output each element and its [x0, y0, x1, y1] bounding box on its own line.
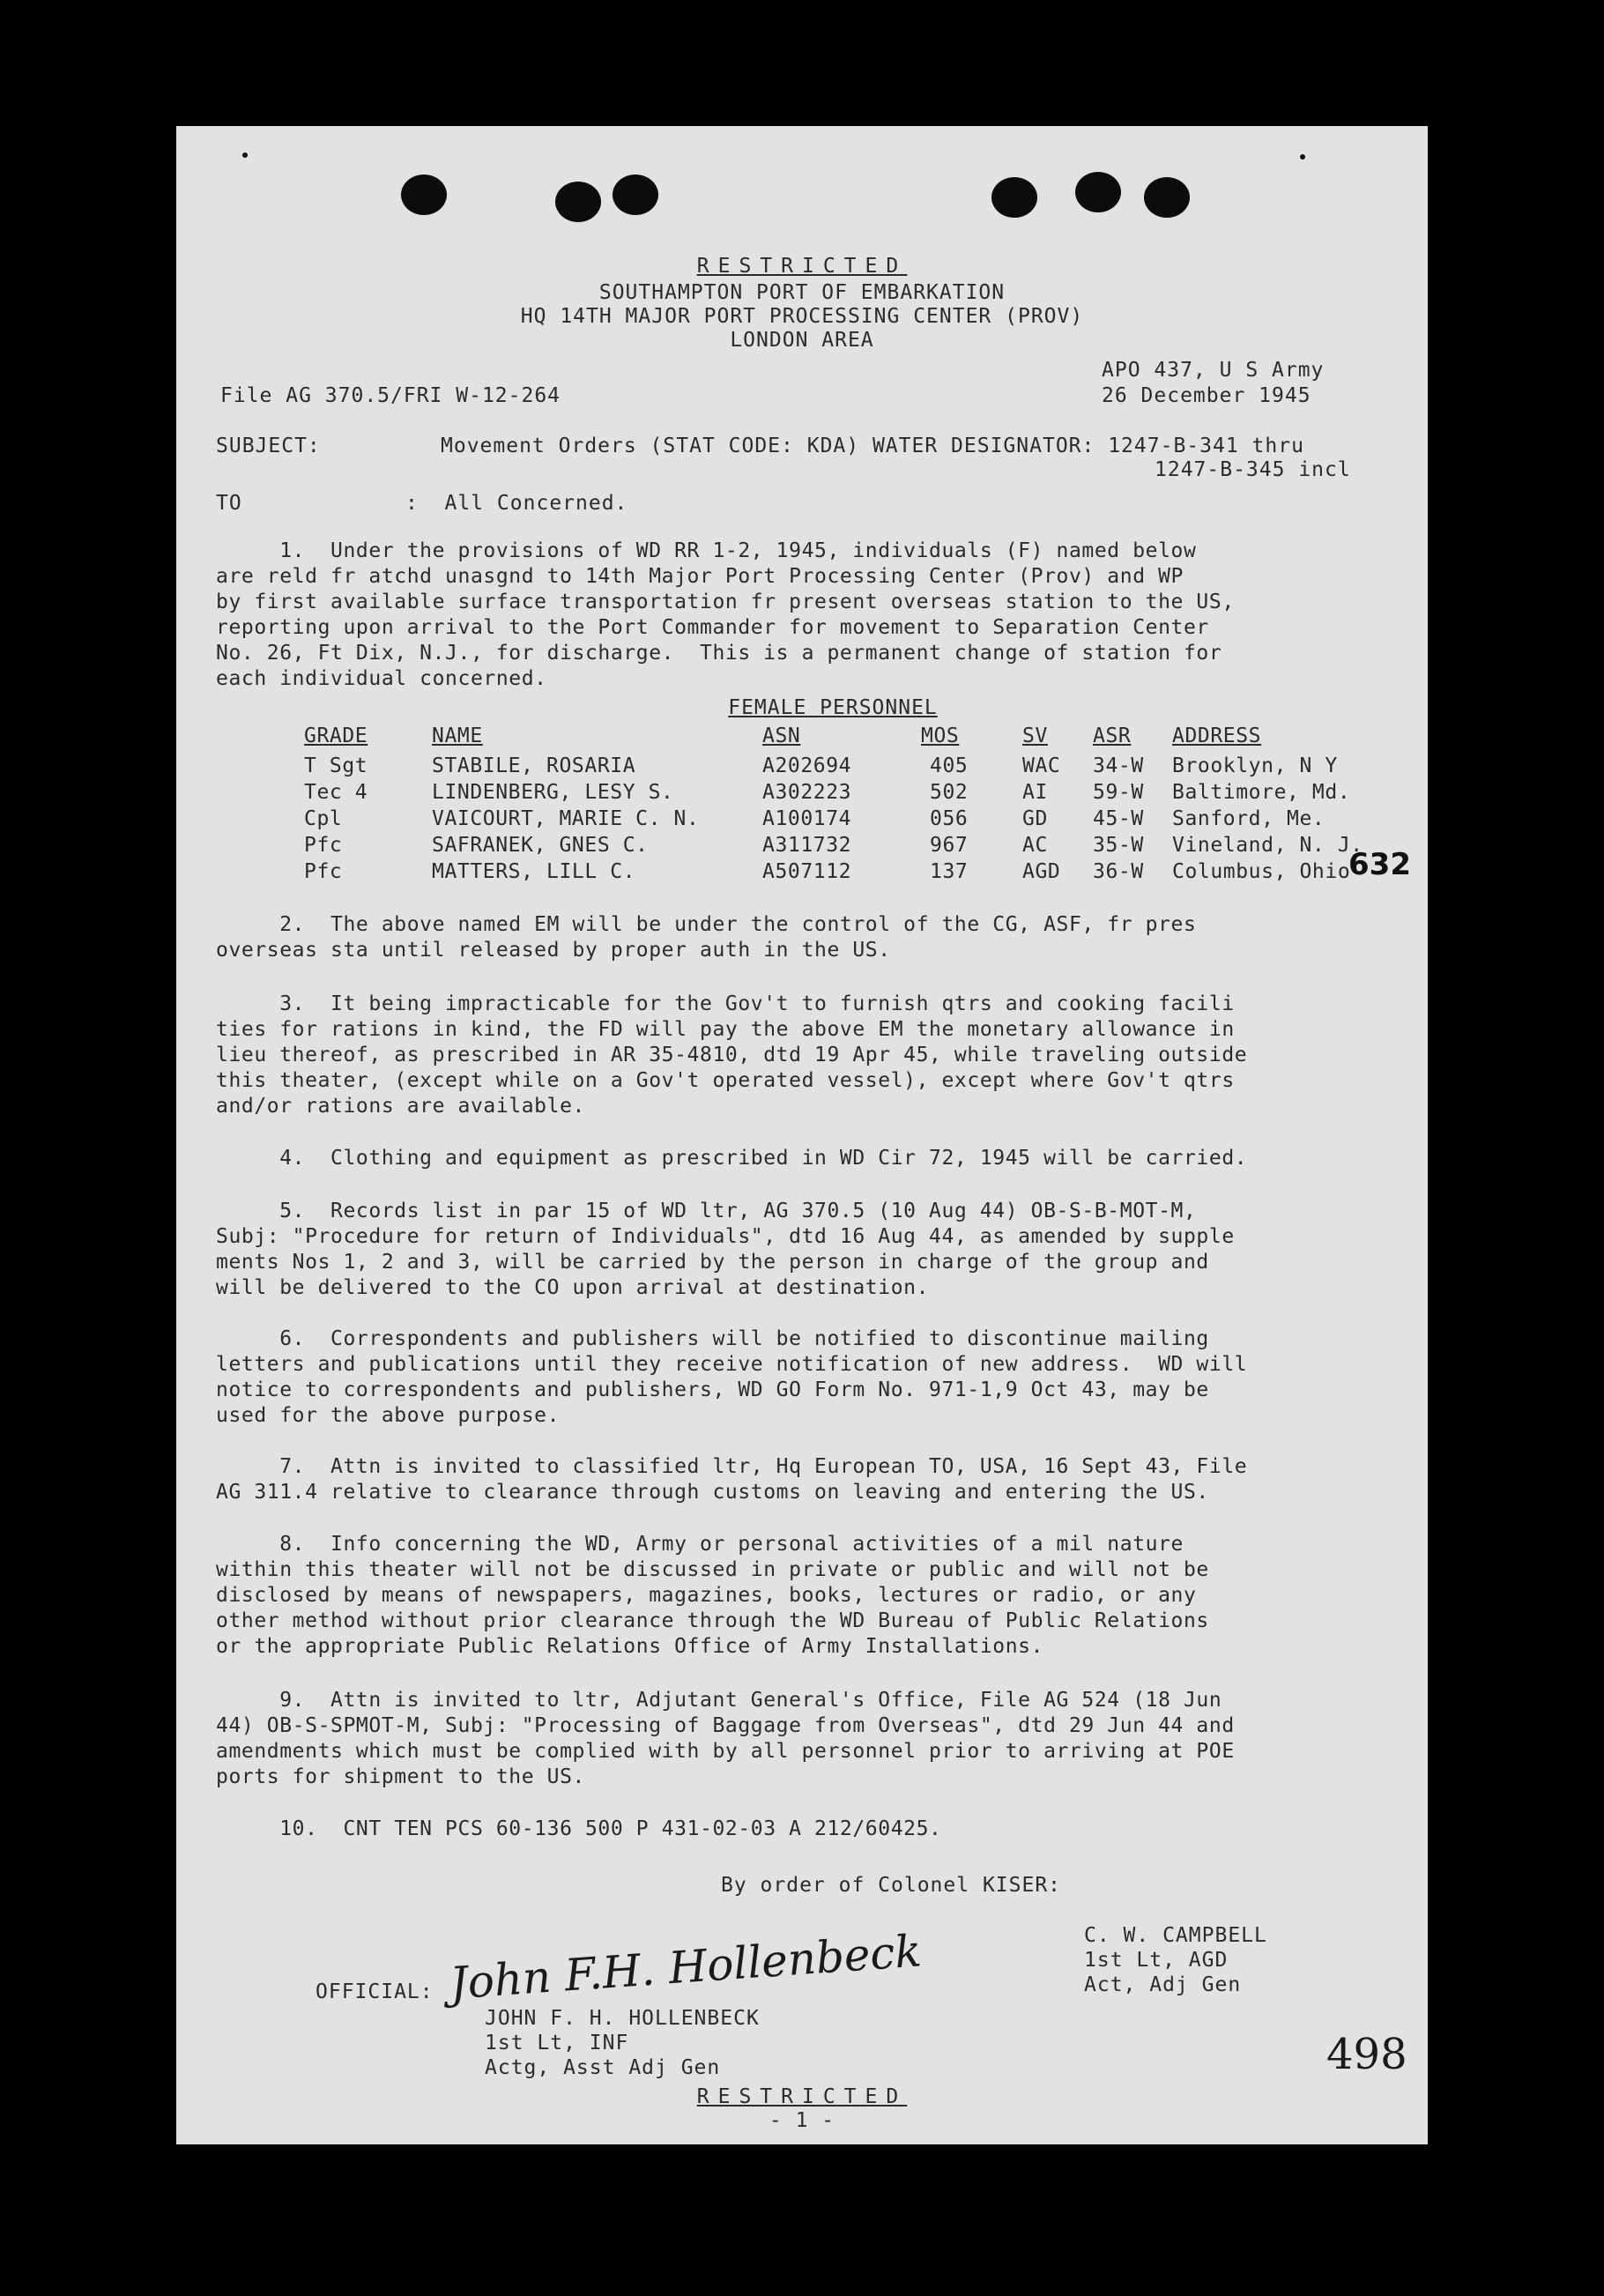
- cell-address: Baltimore, Md.: [1172, 781, 1351, 804]
- handwritten-signature: John F.H. Hollenbeck: [448, 1925, 924, 2010]
- commanding-officer-name: C. W. CAMPBELL: [1084, 1924, 1267, 1947]
- paragraph-6: 6. Correspondents and publishers will be notified to discontinue mailing letters and publications until they receive notification of new address. WD will notice to correspondents and publishers, WD GO Form No. 971-1,9 Oct 43, may be used for the above purpose.: [216, 1327, 1248, 1427]
- col-header-name: NAME: [432, 724, 483, 747]
- paragraph-10: 10. CNT TEN PCS 60-136 500 P 431-02-03 A 212/60425.: [216, 1817, 942, 1840]
- cell-asn: A507112: [762, 860, 852, 883]
- cell-asn: A302223: [762, 781, 852, 804]
- header-line-3: LONDON AREA: [730, 329, 874, 352]
- subject-line-1: Movement Orders (STAT CODE: KDA) WATER DESIGNATOR: 1247-B-341 thru: [441, 435, 1304, 457]
- apo-line: APO 437, U S Army: [1102, 359, 1325, 382]
- document-date: 26 December 1945: [1102, 384, 1311, 407]
- paper-speck: [242, 152, 248, 158]
- personnel-table-title: FEMALE PERSONNEL: [728, 696, 938, 719]
- commanding-officer-title: Act, Adj Gen: [1084, 1973, 1242, 1996]
- cell-asr: 45-W: [1093, 807, 1144, 830]
- by-order-line: By order of Colonel KISER:: [721, 1874, 1062, 1897]
- cell-asr: 35-W: [1093, 834, 1144, 857]
- classification-top: RESTRICTED: [696, 255, 908, 278]
- to-label: TO: [216, 492, 242, 515]
- cell-grade: Pfc: [304, 860, 343, 883]
- cell-name: LINDENBERG, LESY S.: [432, 781, 674, 804]
- cell-name: SAFRANEK, GNES C.: [432, 834, 649, 857]
- handwritten-page-number: 498: [1326, 2030, 1407, 2079]
- cell-asr: 59-W: [1093, 781, 1144, 804]
- cell-mos: 502: [930, 781, 969, 804]
- header-line-2: HQ 14TH MAJOR PORT PROCESSING CENTER (PROV): [520, 305, 1084, 328]
- cell-grade: Tec 4: [304, 781, 368, 804]
- page-number: - 1 -: [769, 2109, 835, 2132]
- cell-mos: 405: [930, 754, 969, 777]
- cell-grade: T Sgt: [304, 754, 368, 777]
- paragraph-7: 7. Attn is invited to classified ltr, Hq European TO, USA, 16 Sept 43, File AG 311.4 relative to clearance through customs on leaving and entering the US.: [216, 1455, 1248, 1504]
- cell-name: MATTERS, LILL C.: [432, 860, 636, 883]
- col-header-asr: ASR: [1093, 724, 1132, 747]
- official-rank: 1st Lt, INF: [485, 2032, 629, 2055]
- cell-address: Columbus, Ohio: [1172, 860, 1351, 883]
- subject-line-2: 1247-B-345 incl: [1155, 458, 1351, 481]
- punch-hole: [555, 182, 601, 222]
- cell-name: STABILE, ROSARIA: [432, 754, 636, 777]
- cell-asr: 34-W: [1093, 754, 1144, 777]
- cell-asn: A311732: [762, 834, 852, 857]
- cell-mos: 137: [930, 860, 969, 883]
- official-title: Actg, Asst Adj Gen: [485, 2056, 721, 2079]
- col-header-sv: SV: [1022, 724, 1048, 747]
- paragraph-1: 1. Under the provisions of WD RR 1-2, 1945, individuals (F) named below are reld fr atchd unasgnd to 14th Major Port Processing Center (Prov) and WP by first available surface transportation fr present overseas station to the US, reporting upon arrival to the Port Commander for movement to Separation Center No. 26, Ft Dix, N.J., for discharge. This is a permanent change of station for each individual concerned.: [216, 539, 1235, 690]
- col-header-asn: ASN: [762, 724, 801, 747]
- cell-sv: AI: [1022, 781, 1048, 804]
- document-page: [176, 126, 1428, 2144]
- col-header-mos: MOS: [921, 724, 960, 747]
- paragraph-2: 2. The above named EM will be under the control of the CG, ASF, fr pres overseas sta until released by proper auth in the US.: [216, 913, 1197, 962]
- subject-label: SUBJECT:: [216, 435, 321, 457]
- punch-hole: [1144, 177, 1190, 218]
- cell-sv: AGD: [1022, 860, 1061, 883]
- cell-sv: WAC: [1022, 754, 1061, 777]
- cell-grade: Pfc: [304, 834, 343, 857]
- stamped-number: 632: [1348, 847, 1411, 882]
- paragraph-5: 5. Records list in par 15 of WD ltr, AG 370.5 (10 Aug 44) OB-S-B-MOT-M, Subj: "Procedure for return of Individuals", dtd 16 Aug 44, as amended by supple ments Nos 1, 2 and 3, will be carried by the person in charge of the group and will be delivered to the CO upon arrival at destination.: [216, 1200, 1235, 1299]
- punch-hole: [1075, 172, 1121, 212]
- cell-address: Brooklyn, N Y: [1172, 754, 1338, 777]
- paragraph-8: 8. Info concerning the WD, Army or personal activities of a mil nature within this theater will not be discussed in private or public and will not be disclosed by means of newspapers, magazines, books, lectures or radio, or any other method without prior clearance through the WD Bureau of Public Relations or the appropriate Public Relations Office of Army Installations.: [216, 1533, 1209, 1658]
- paper-speck: [1300, 154, 1305, 160]
- cell-grade: Cpl: [304, 807, 343, 830]
- to-value: : All Concerned.: [405, 492, 628, 515]
- col-header-grade: GRADE: [304, 724, 368, 747]
- cell-sv: GD: [1022, 807, 1048, 830]
- classification-bottom: RESTRICTED: [696, 2085, 908, 2108]
- file-reference: File AG 370.5/FRI W-12-264: [220, 384, 561, 407]
- official-name: JOHN F. H. HOLLENBECK: [485, 2007, 760, 2030]
- paragraph-3: 3. It being impracticable for the Gov't to furnish qtrs and cooking facili ties for rations in kind, the FD will pay the above EM the monetary allowance in lieu thereof, as prescribed in AR 35-4810, dtd 19 Apr 45, while traveling outside this theater, (except while on a Gov't operated vessel), except where Gov't qtrs and/or rations are available.: [216, 992, 1248, 1118]
- cell-sv: AC: [1022, 834, 1048, 857]
- paragraph-4: 4. Clothing and equipment as prescribed in WD Cir 72, 1945 will be carried.: [216, 1147, 1248, 1170]
- cell-asn: A202694: [762, 754, 852, 777]
- cell-mos: 056: [930, 807, 969, 830]
- official-label: OFFICIAL:: [316, 1980, 434, 2003]
- punch-hole: [991, 177, 1037, 218]
- punch-hole: [401, 175, 447, 215]
- paragraph-9: 9. Attn is invited to ltr, Adjutant General's Office, File AG 524 (18 Jun 44) OB-S-SPMOT-M, Subj: "Processing of Baggage from Overseas", dtd 29 Jun 44 and amendments which must be complied with by all personnel prior to arriving at POE ports for shipment to the US.: [216, 1689, 1235, 1788]
- col-header-address: ADDRESS: [1172, 724, 1262, 747]
- punch-hole: [613, 175, 658, 215]
- cell-asn: A100174: [762, 807, 852, 830]
- cell-mos: 967: [930, 834, 969, 857]
- cell-asr: 36-W: [1093, 860, 1144, 883]
- header-line-1: SOUTHAMPTON PORT OF EMBARKATION: [598, 281, 1006, 304]
- cell-address: Vineland, N. J.: [1172, 834, 1363, 857]
- cell-address: Sanford, Me.: [1172, 807, 1326, 830]
- commanding-officer-rank: 1st Lt, AGD: [1084, 1949, 1229, 1972]
- cell-name: VAICOURT, MARIE C. N.: [432, 807, 700, 830]
